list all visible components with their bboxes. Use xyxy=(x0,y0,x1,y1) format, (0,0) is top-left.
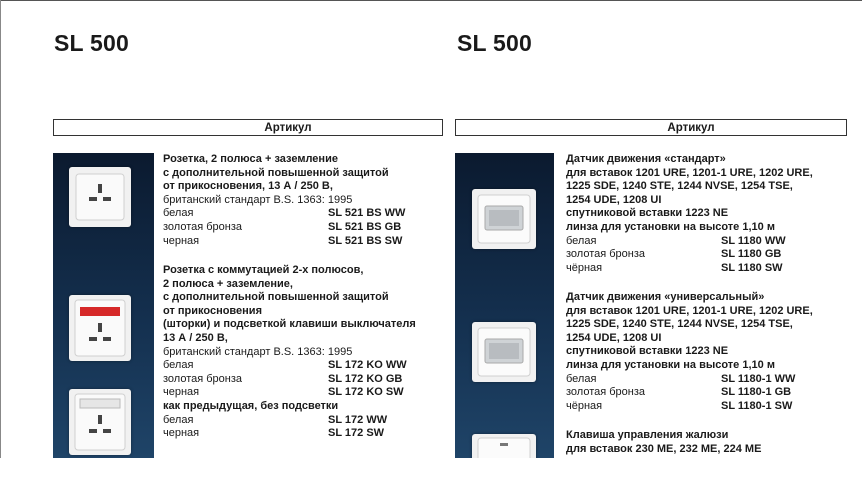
variant-color: белая xyxy=(566,372,597,385)
right-item-1 xyxy=(566,153,862,275)
item-desc: линза для установки на высоте 1,10 м xyxy=(566,220,775,233)
variant-row xyxy=(163,359,463,373)
top-border xyxy=(0,0,862,1)
page-title-left: SL 500 xyxy=(54,30,129,56)
item-desc: линза для установки на высоте 1,10 м xyxy=(566,358,775,371)
article-code: SL 1180-1 WW xyxy=(721,372,796,385)
article-code: SL 1180 SW xyxy=(721,261,783,274)
page-cutoff xyxy=(0,458,862,485)
item-title: Датчик движения «стандарт» xyxy=(566,153,726,165)
item-desc: для вставок 1201 URE, 1201-1 URE, 1202 URE, xyxy=(566,166,813,179)
product-image-panel-left xyxy=(53,153,154,458)
variant-color: чёрная xyxy=(566,399,603,412)
variant-color: золотая бронза xyxy=(163,372,243,385)
variant-row xyxy=(163,427,463,441)
item-title: Клавиша управления жалюзи xyxy=(566,429,729,441)
item-standard: британский стандарт B.S. 1363: 1995 xyxy=(163,345,353,358)
variant-row xyxy=(566,235,862,249)
left-item-1 xyxy=(163,153,463,248)
motion-sensor-universal-image xyxy=(472,322,536,382)
article-code: SL 1180-1 SW xyxy=(721,399,793,412)
item-desc: 1254 UDE, 1208 UI xyxy=(566,331,662,344)
article-code: SL 172 SW xyxy=(328,427,385,440)
variant-color: золотая бронза xyxy=(163,220,243,233)
item-desc: 1225 SDE, 1240 STE, 1244 NVSE, 1254 TSE, xyxy=(566,180,793,193)
variant-row xyxy=(163,373,463,387)
item-desc: с дополнительной повышенной защитой xyxy=(163,166,389,179)
motion-sensor-icon xyxy=(472,322,536,382)
article-code: SL 172 KO WW xyxy=(328,359,407,372)
variant-color: золотая бронза xyxy=(566,386,646,399)
item-desc: для вставок 230 МЕ, 232 МЕ, 224 МЕ xyxy=(566,442,762,455)
right-item-3 xyxy=(566,429,862,456)
switched-socket-nolight-icon xyxy=(69,389,131,455)
article-code: SL 521 BS GB xyxy=(328,220,402,233)
item-desc: от прикосновения, 13 А / 250 В, xyxy=(163,180,333,193)
item-title: Датчик движения «универсальный» xyxy=(566,291,765,303)
left-item-2 xyxy=(163,264,463,441)
variant-row xyxy=(566,373,862,387)
variant-color: черная xyxy=(163,386,200,399)
variant-row xyxy=(566,400,862,414)
variant-color: чёрная xyxy=(566,261,603,274)
column-header-right xyxy=(455,119,847,136)
variant-color: белая xyxy=(163,207,194,220)
variant-row xyxy=(163,414,463,428)
variant-color: белая xyxy=(566,234,597,247)
socket-bs-icon xyxy=(69,167,131,227)
article-header-left: Артикул xyxy=(264,122,312,134)
item-desc: (шторки) и подсветкой клавиши выключателя xyxy=(163,318,416,331)
variant-row xyxy=(566,262,862,276)
switched-socket-image xyxy=(69,295,131,361)
item-desc: с дополнительной повышенной защитой xyxy=(163,291,389,304)
column-header-left xyxy=(53,119,443,136)
variant-color: черная xyxy=(163,427,200,440)
variant-row xyxy=(163,221,463,235)
article-code: SL 521 BS WW xyxy=(328,207,406,220)
item-desc: для вставок 1201 URE, 1201-1 URE, 1202 URE, xyxy=(566,304,813,317)
article-code: SL 1180 WW xyxy=(721,234,786,247)
article-code: SL 521 BS SW xyxy=(328,234,403,247)
variant-row xyxy=(163,207,463,221)
motion-sensor-icon xyxy=(472,189,536,249)
item-desc: 1225 SDE, 1240 STE, 1244 NVSE, 1254 TSE, xyxy=(566,318,793,331)
variant-row xyxy=(566,386,862,400)
article-code: SL 172 KO SW xyxy=(328,386,404,399)
blind-control-key-image xyxy=(472,434,536,458)
item-desc: 13 А / 250 В, xyxy=(163,331,228,344)
blind-key-icon xyxy=(472,434,536,458)
switched-socket-icon xyxy=(69,295,131,361)
variant-color: черная xyxy=(163,234,200,247)
item-desc: 1254 UDE, 1208 UI xyxy=(566,193,662,206)
item-desc: 2 полюса + заземление, xyxy=(163,277,293,290)
motion-sensor-standard-image xyxy=(472,189,536,249)
item-title: Розетка с коммутацией 2-х полюсов, xyxy=(163,264,364,276)
variant-color: белая xyxy=(163,413,194,426)
variant-row xyxy=(163,235,463,249)
variant-row xyxy=(566,248,862,262)
switched-socket-nolight-image xyxy=(69,389,131,455)
item-standard: британский стандарт B.S. 1363: 1995 xyxy=(163,193,353,206)
right-item-2 xyxy=(566,291,862,413)
item-desc: спутниковой вставки 1223 NE xyxy=(566,207,729,220)
variant-color: золотая бронза xyxy=(566,248,646,261)
article-code: SL 1180-1 GB xyxy=(721,386,792,399)
left-border xyxy=(0,0,1,485)
socket-bs-image xyxy=(69,167,131,227)
article-header-right: Артикул xyxy=(667,122,715,134)
item-title: как предыдущая, без подсветки xyxy=(163,399,339,412)
variant-row xyxy=(163,386,463,400)
item-desc: от прикосновения xyxy=(163,304,262,317)
product-image-panel-right xyxy=(455,153,554,458)
article-code: SL 1180 GB xyxy=(721,248,782,261)
page-title-right: SL 500 xyxy=(457,30,532,56)
item-desc: спутниковой вставки 1223 NE xyxy=(566,345,729,358)
variant-color: белая xyxy=(163,359,194,372)
article-code: SL 172 KO GB xyxy=(328,372,403,385)
article-code: SL 172 WW xyxy=(328,413,388,426)
item-title: Розетка, 2 полюса + заземление xyxy=(163,153,338,165)
